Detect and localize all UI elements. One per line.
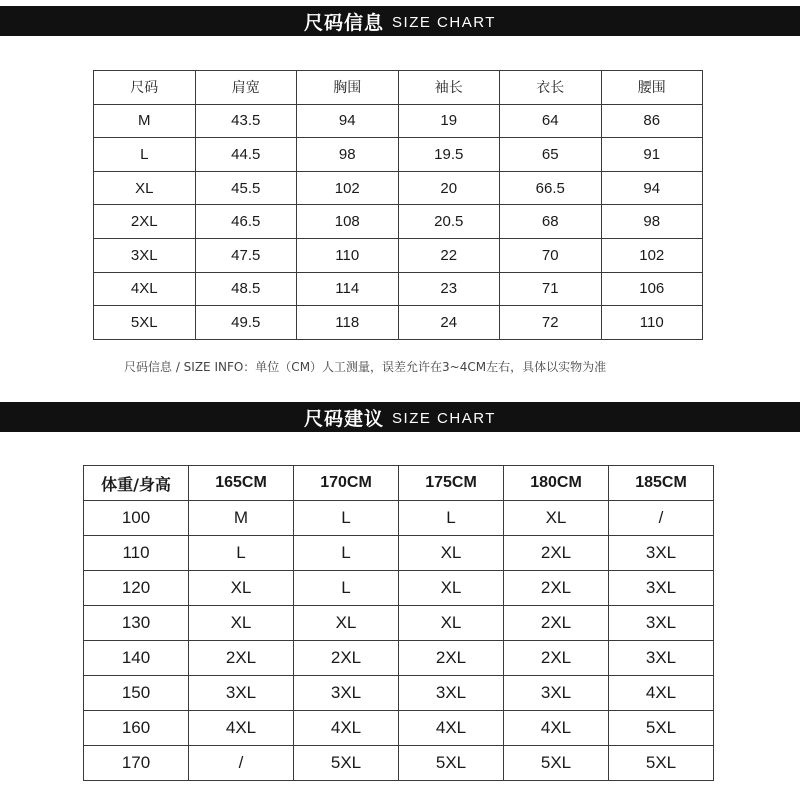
table-cell: 2XL	[504, 606, 609, 641]
table-row	[94, 171, 703, 205]
table-cell: M	[94, 104, 196, 138]
table-cell: 3XL	[294, 676, 399, 711]
table-header-cell: 170CM	[294, 466, 399, 501]
table-header-cell: 肩宽	[195, 71, 297, 105]
table-cell: 106	[601, 272, 703, 306]
table-cell: 64	[500, 104, 602, 138]
table-cell: 70	[500, 238, 602, 272]
table-row	[94, 138, 703, 172]
table-cell: XL	[399, 571, 504, 606]
table-cell: 3XL	[94, 238, 196, 272]
table-header-cell: 尺码	[94, 71, 196, 105]
table-cell: 118	[297, 306, 399, 340]
table-cell: 23	[398, 272, 500, 306]
table-cell: 102	[601, 238, 703, 272]
table-cell: 98	[297, 138, 399, 172]
table-cell: 45.5	[195, 171, 297, 205]
table-cell: 4XL	[189, 711, 294, 746]
table-cell: 43.5	[195, 104, 297, 138]
table-cell: 72	[500, 306, 602, 340]
table-cell: 130	[84, 606, 189, 641]
table-cell: 4XL	[294, 711, 399, 746]
table-row	[94, 306, 703, 340]
table-cell: 150	[84, 676, 189, 711]
size-info-title-en: SIZE CHART	[392, 13, 496, 31]
table-header-cell: 体重/身高	[84, 466, 189, 501]
table-cell: 114	[297, 272, 399, 306]
table-cell: 5XL	[504, 746, 609, 781]
table-cell: L	[399, 501, 504, 536]
table-cell: 5XL	[94, 306, 196, 340]
table-cell: 3XL	[609, 536, 714, 571]
table-cell: 3XL	[609, 606, 714, 641]
table-cell: 94	[297, 104, 399, 138]
table-cell: 20.5	[398, 205, 500, 239]
table-row	[84, 606, 714, 641]
table-header-cell: 胸围	[297, 71, 399, 105]
table-cell: 2XL	[94, 205, 196, 239]
table-cell: XL	[94, 171, 196, 205]
table-header-cell: 袖长	[398, 71, 500, 105]
table-cell: 110	[601, 306, 703, 340]
table-cell: 4XL	[609, 676, 714, 711]
table-cell: 48.5	[195, 272, 297, 306]
table-row	[84, 641, 714, 676]
table-row	[84, 711, 714, 746]
table-cell: 110	[84, 536, 189, 571]
table-cell: 100	[84, 501, 189, 536]
table-header-row	[94, 71, 703, 105]
table-cell: XL	[399, 606, 504, 641]
table-cell: 65	[500, 138, 602, 172]
table-header-cell: 180CM	[504, 466, 609, 501]
table-row	[94, 238, 703, 272]
table-cell: L	[294, 536, 399, 571]
table-row	[94, 272, 703, 306]
table-cell: L	[294, 501, 399, 536]
table-cell: 46.5	[195, 205, 297, 239]
size-info-banner	[0, 6, 800, 36]
table-cell: 98	[601, 205, 703, 239]
table-cell: 19.5	[398, 138, 500, 172]
table-cell: 2XL	[399, 641, 504, 676]
table-cell: 110	[297, 238, 399, 272]
table-cell: 2XL	[504, 641, 609, 676]
table-row	[84, 536, 714, 571]
table-cell: 4XL	[504, 711, 609, 746]
table-cell: 86	[601, 104, 703, 138]
table-cell: 2XL	[504, 536, 609, 571]
table-cell: 120	[84, 571, 189, 606]
table-cell: 91	[601, 138, 703, 172]
size-info-table	[93, 70, 703, 340]
table-header-cell: 腰围	[601, 71, 703, 105]
table-cell: 108	[297, 205, 399, 239]
table-cell: 140	[84, 641, 189, 676]
table-cell: L	[294, 571, 399, 606]
size-advice-title-cn: 尺码建议	[304, 407, 385, 430]
table-cell: 3XL	[504, 676, 609, 711]
table-cell: XL	[504, 501, 609, 536]
table-cell: 5XL	[399, 746, 504, 781]
table-cell: 44.5	[195, 138, 297, 172]
table-header-cell: 185CM	[609, 466, 714, 501]
size-advice-table	[83, 465, 714, 781]
table-cell: M	[189, 501, 294, 536]
table-row	[94, 205, 703, 239]
table-cell: 5XL	[609, 711, 714, 746]
table-cell: XL	[294, 606, 399, 641]
table-cell: 20	[398, 171, 500, 205]
table-cell: 3XL	[609, 641, 714, 676]
size-info-title-cn: 尺码信息	[304, 11, 385, 34]
table-row	[84, 676, 714, 711]
table-cell: 170	[84, 746, 189, 781]
table-cell: 2XL	[504, 571, 609, 606]
table-cell: 66.5	[500, 171, 602, 205]
table-cell: 3XL	[609, 571, 714, 606]
table-row	[84, 501, 714, 536]
table-cell: 4XL	[399, 711, 504, 746]
table-cell: 2XL	[189, 641, 294, 676]
table-cell: 102	[297, 171, 399, 205]
table-cell: /	[189, 746, 294, 781]
table-header-row	[84, 466, 714, 501]
table-cell: 71	[500, 272, 602, 306]
table-cell: 22	[398, 238, 500, 272]
table-cell: 68	[500, 205, 602, 239]
table-header-cell: 衣长	[500, 71, 602, 105]
size-info-note: 尺码信息 / SIZE INFO：单位（CM）人工测量，误差允许在3~4CM左右，具体以实物为准	[124, 360, 607, 374]
table-cell: 19	[398, 104, 500, 138]
table-header-cell: 175CM	[399, 466, 504, 501]
table-cell: 2XL	[294, 641, 399, 676]
table-cell: /	[609, 501, 714, 536]
table-row	[84, 746, 714, 781]
table-cell: 94	[601, 171, 703, 205]
table-cell: 3XL	[399, 676, 504, 711]
table-cell: XL	[399, 536, 504, 571]
table-cell: 49.5	[195, 306, 297, 340]
table-cell: 4XL	[94, 272, 196, 306]
table-cell: 160	[84, 711, 189, 746]
table-cell: XL	[189, 606, 294, 641]
table-cell: XL	[189, 571, 294, 606]
table-cell: L	[189, 536, 294, 571]
table-row	[94, 104, 703, 138]
table-cell: 5XL	[609, 746, 714, 781]
table-cell: 5XL	[294, 746, 399, 781]
table-cell: 3XL	[189, 676, 294, 711]
size-advice-title-en: SIZE CHART	[392, 409, 496, 427]
table-header-cell: 165CM	[189, 466, 294, 501]
table-cell: L	[94, 138, 196, 172]
table-cell: 24	[398, 306, 500, 340]
size-advice-banner	[0, 402, 800, 432]
table-row	[84, 571, 714, 606]
table-cell: 47.5	[195, 238, 297, 272]
